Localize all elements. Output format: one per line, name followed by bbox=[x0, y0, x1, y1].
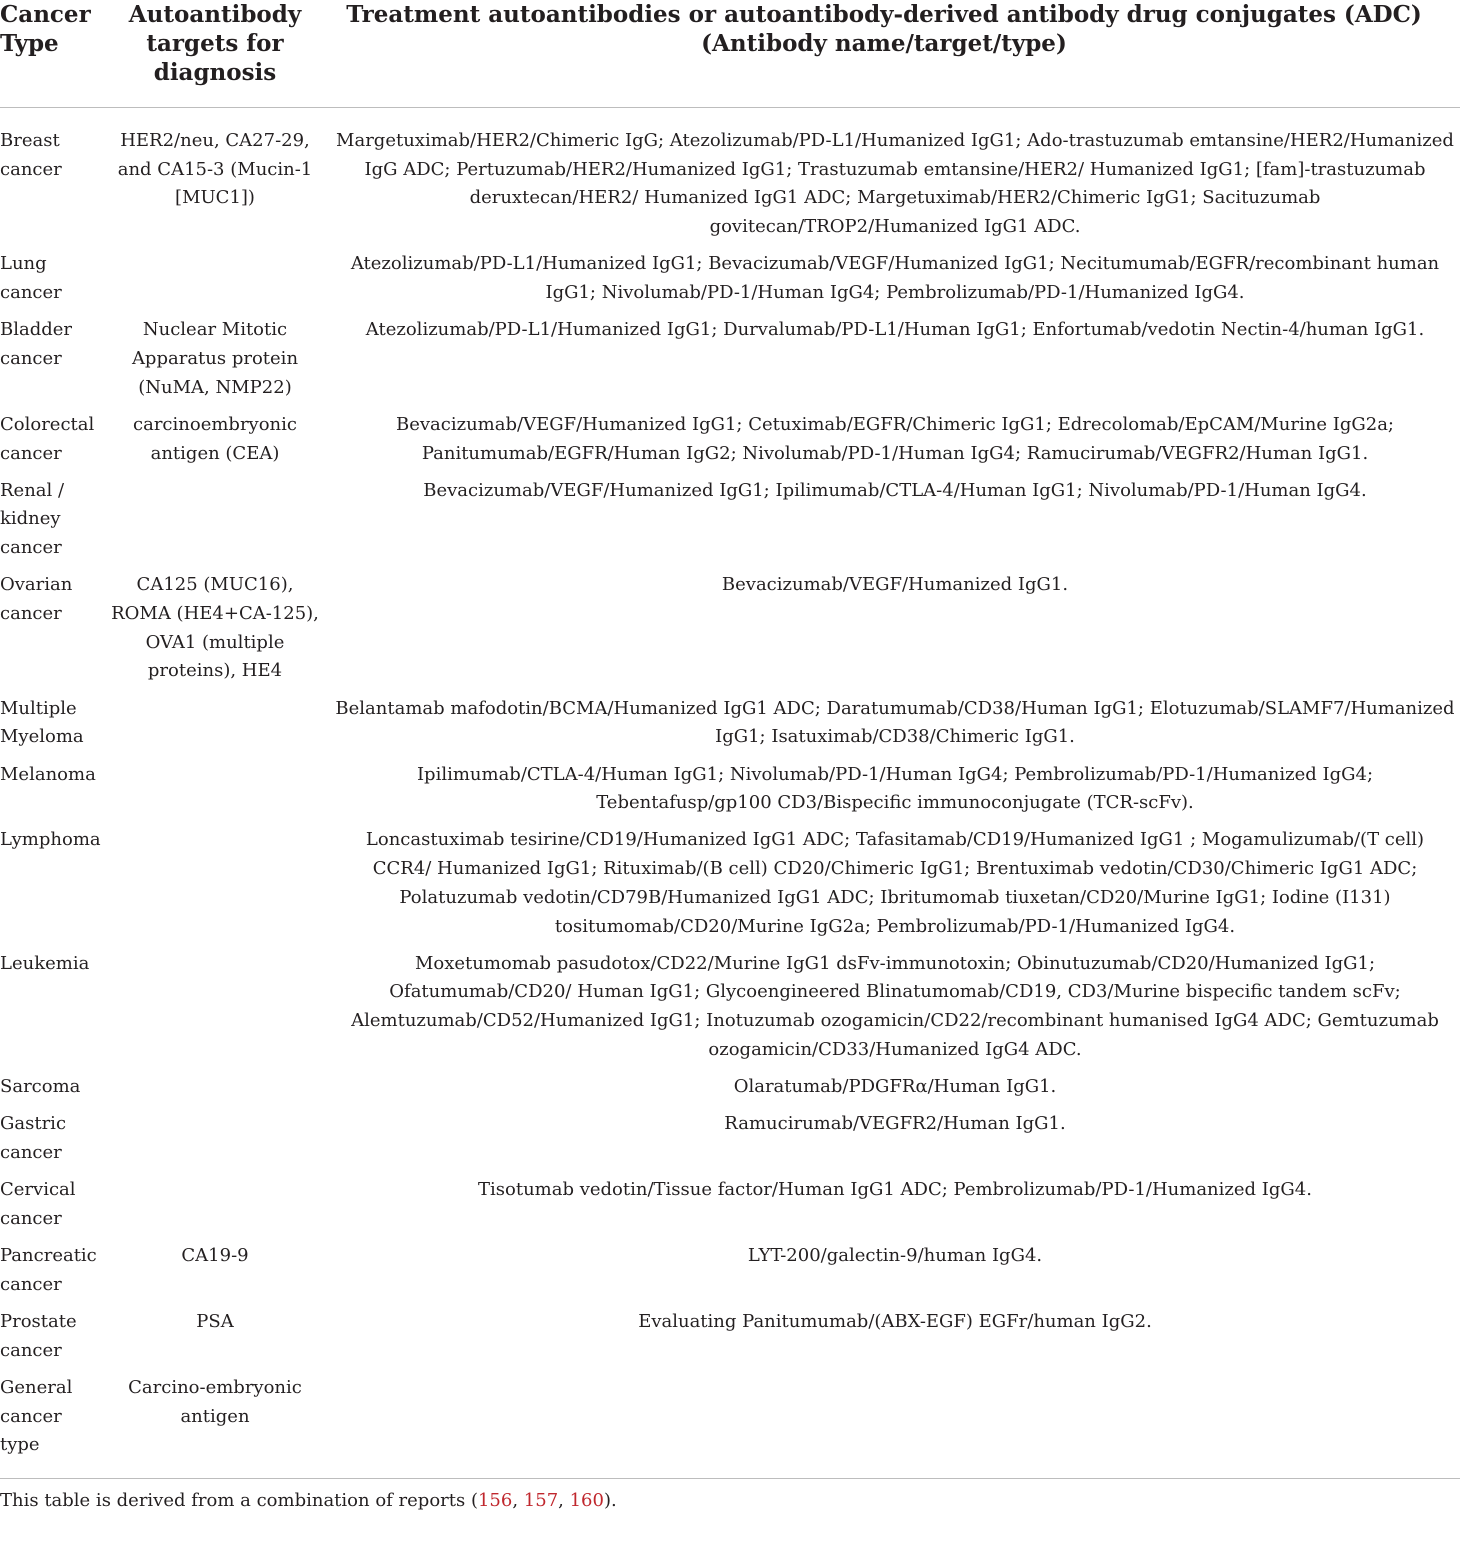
cell-treatment: Ipilimumab/CTLA-4/Human IgG1; Nivolumab/PD-1/Human IgG4; Pembrolizumab/PD-1/Humanized IgG4; Tebentafusp/gp100 CD3/Bispecific immunoconjugate (TCR-scFv). bbox=[416, 763, 1374, 814]
cell-cancer-type: Pancreatic cancer bbox=[0, 1245, 97, 1295]
header-treatment: Treatment autoantibodies or autoantibody-derived antibody drug conjugates (ADC) (Antibody name/target/type) bbox=[328, 0, 1460, 108]
cell-treatment: Bevacizumab/VEGF/Humanized IgG1; Ipilimumab/CTLA-4/Human IgG1; Nivolumab/PD-1/Human IgG4. bbox=[423, 479, 1367, 501]
header-cancer-type: Cancer Type bbox=[0, 0, 102, 108]
cell-treatment: Bevacizumab/VEGF/Humanized IgG1; Cetuximab/EGFR/Chimeric IgG1; Edrecolomab/EpCAM/Murine IgG2a; Panitumumab/EGFR/Human IgG2; Nivolumab/PD-1/Human IgG4; Ramucirumab/VEGFR2/Human IgG1. bbox=[395, 413, 1394, 464]
table-footnote bbox=[0, 1488, 1460, 1514]
cell-treatment: Evaluating Panitumumab/(ABX-EGF) EGFr/human IgG2. bbox=[638, 1311, 1152, 1333]
cell-diagnosis-targets bbox=[102, 950, 328, 1073]
cell-diagnosis-targets bbox=[102, 695, 328, 761]
cell-cancer-type: Lymphoma bbox=[0, 829, 101, 851]
table-row bbox=[0, 477, 1460, 572]
cell-diagnosis-targets bbox=[102, 1073, 328, 1110]
cell-cancer-type: Breast cancer bbox=[0, 130, 62, 180]
cell-cancer-type: Leukemia bbox=[0, 952, 90, 974]
cell-treatment bbox=[328, 1374, 1460, 1479]
table-row bbox=[0, 571, 1460, 694]
table-row bbox=[0, 1242, 1460, 1308]
cell-diagnosis-targets bbox=[102, 826, 328, 949]
table-row bbox=[0, 1176, 1460, 1242]
cell-treatment: Olaratumab/PDGFRα/Human IgG1. bbox=[733, 1076, 1057, 1098]
cell-treatment: Moxetumomab pasudotox/CD22/Murine IgG1 dsFv-immunotoxin; Obinutuzumab/CD20/Humanized IgG1; Ofatumumab/CD20/ Human IgG1; Glycoengineered Blinatumomab/CD19, CD3/Murine bispecific tandem scFv; Alemtuzumab/CD52/Humanized IgG1; Inotuzumab ozogamicin/CD22/recombinant humanised IgG4 ADC; Gemtuzumab ozogamicin/CD33/Humanized IgG4 ADC. bbox=[351, 952, 1439, 1060]
footnote-text: This table is derived from a combination of reports ( bbox=[0, 1490, 478, 1512]
table-row bbox=[0, 826, 1460, 949]
cell-cancer-type: Lung cancer bbox=[0, 253, 62, 304]
cell-diagnosis-targets: Carcino-embryonic antigen bbox=[102, 1374, 328, 1479]
cell-diagnosis-targets: Nuclear Mitotic Apparatus protein (NuMA, NMP22) bbox=[131, 319, 299, 398]
cell-diagnosis-targets bbox=[102, 1110, 328, 1176]
footnote-separator: , bbox=[558, 1490, 570, 1512]
cell-diagnosis-targets: carcinoembryonic antigen (CEA) bbox=[133, 413, 297, 464]
table-row bbox=[0, 1073, 1460, 1110]
table-row bbox=[0, 1308, 1460, 1374]
cell-cancer-type: Bladder cancer bbox=[0, 319, 73, 369]
footnote-separator: , bbox=[512, 1490, 524, 1512]
table-row bbox=[0, 1374, 1460, 1479]
reference-link[interactable]: 157 bbox=[523, 1490, 559, 1512]
header-diagnosis-targets: Autoantibody targets for diagnosis bbox=[102, 0, 328, 108]
cell-cancer-type: General cancer type bbox=[0, 1374, 102, 1479]
table-body bbox=[0, 108, 1460, 1479]
cell-treatment: Loncastuximab tesirine/CD19/Humanized IgG1 ADC; Tafasitamab/CD19/Humanized IgG1 ; Mogamulizumab/(T cell) CCR4/ Humanized IgG1; Rituximab/(B cell) CD20/Chimeric IgG1; Brentuximab vedotin/CD30/Chimeric IgG1 ADC; Polatuzumab vedotin/CD79B/Humanized IgG1 ADC; Ibritumomab tiuxetan/CD20/Murine IgG1; Iodine (I131) tositumomab/CD20/Murine IgG2a; Pembrolizumab/PD-1/Humanized IgG4. bbox=[365, 829, 1425, 937]
table-row bbox=[0, 695, 1460, 761]
cell-diagnosis-targets bbox=[102, 761, 328, 827]
cell-cancer-type: Sarcoma bbox=[0, 1076, 81, 1098]
cell-cancer-type: Colorectal cancer bbox=[0, 413, 95, 464]
table-row bbox=[0, 250, 1460, 316]
cell-diagnosis-targets: CA19-9 bbox=[181, 1245, 249, 1267]
cell-diagnosis-targets bbox=[102, 1176, 328, 1242]
table-row bbox=[0, 1110, 1460, 1176]
cell-cancer-type: Ovarian cancer bbox=[0, 574, 73, 625]
cell-treatment: Bevacizumab/VEGF/Humanized IgG1. bbox=[721, 574, 1069, 596]
table-row bbox=[0, 950, 1460, 1073]
cell-treatment: Atezolizumab/PD-L1/Humanized IgG1; Bevacizumab/VEGF/Humanized IgG1; Necitumumab/EGFR/recombinant human IgG1; Nivolumab/PD-1/Human IgG4; Pembrolizumab/PD-1/Humanized IgG4. bbox=[350, 253, 1440, 304]
table-row bbox=[0, 316, 1460, 411]
cell-diagnosis-targets bbox=[102, 477, 328, 572]
cell-cancer-type: Renal / kidney cancer bbox=[0, 479, 65, 559]
table-header bbox=[0, 0, 1460, 108]
cell-treatment: Ramucirumab/VEGFR2/Human IgG1. bbox=[724, 1113, 1066, 1135]
cell-diagnosis-targets: HER2/neu, CA27-29, and CA15-3 (Mucin-1 [MUC1]) bbox=[117, 130, 313, 209]
header-row bbox=[0, 0, 1460, 108]
cell-treatment: Belantamab mafodotin/BCMA/Humanized IgG1 ADC; Daratumumab/CD38/Human IgG1; Elotuzumab/SLAMF7/Humanized IgG1; Isatuximab/CD38/Chimeric IgG1. bbox=[335, 697, 1455, 748]
table-row bbox=[0, 411, 1460, 477]
cell-cancer-type: Melanoma bbox=[0, 763, 96, 785]
reference-link[interactable]: 160 bbox=[569, 1490, 604, 1512]
cell-treatment: Atezolizumab/PD-L1/Humanized IgG1; Durvalumab/PD-L1/Human IgG1; Enfortumab/vedotin Nectin-4/human IgG1. bbox=[365, 319, 1425, 341]
cell-treatment: Tisotumab vedotin/Tissue factor/Human IgG1 ADC; Pembrolizumab/PD-1/Humanized IgG4. bbox=[478, 1179, 1312, 1201]
cell-diagnosis-targets: PSA bbox=[196, 1311, 234, 1333]
cell-cancer-type: Prostate cancer bbox=[0, 1311, 77, 1361]
cell-cancer-type: Cervical cancer bbox=[0, 1179, 76, 1229]
footnote-text-end: ). bbox=[603, 1490, 617, 1512]
cell-cancer-type: Gastric cancer bbox=[0, 1113, 67, 1163]
cell-cancer-type: Multiple Myeloma bbox=[0, 697, 84, 748]
cell-diagnosis-targets: CA125 (MUC16), ROMA (HE4+CA-125), OVA1 (multiple proteins), HE4 bbox=[111, 574, 319, 682]
table-row bbox=[0, 761, 1460, 827]
cell-treatment: LYT-200/galectin-9/human IgG4. bbox=[747, 1245, 1043, 1267]
cell-diagnosis-targets bbox=[102, 250, 328, 316]
reference-link[interactable]: 156 bbox=[477, 1490, 513, 1512]
cell-treatment: Margetuximab/HER2/Chimeric IgG; Atezolizumab/PD-L1/Humanized IgG1; Ado-trastuzumab emtansine/HER2/Humanized IgG ADC; Pertuzumab/HER2/Humanized IgG1; Trastuzumab emtansine/HER2/ Humanized IgG1; [fam]-trastuzumab deruxtecan/HER2/ Humanized IgG1 ADC; Margetuximab/HER2/Chimeric IgG1; Sacituzumab govitecan/TROP2/Humanized IgG1 ADC. bbox=[336, 130, 1454, 238]
table-row bbox=[0, 108, 1460, 251]
